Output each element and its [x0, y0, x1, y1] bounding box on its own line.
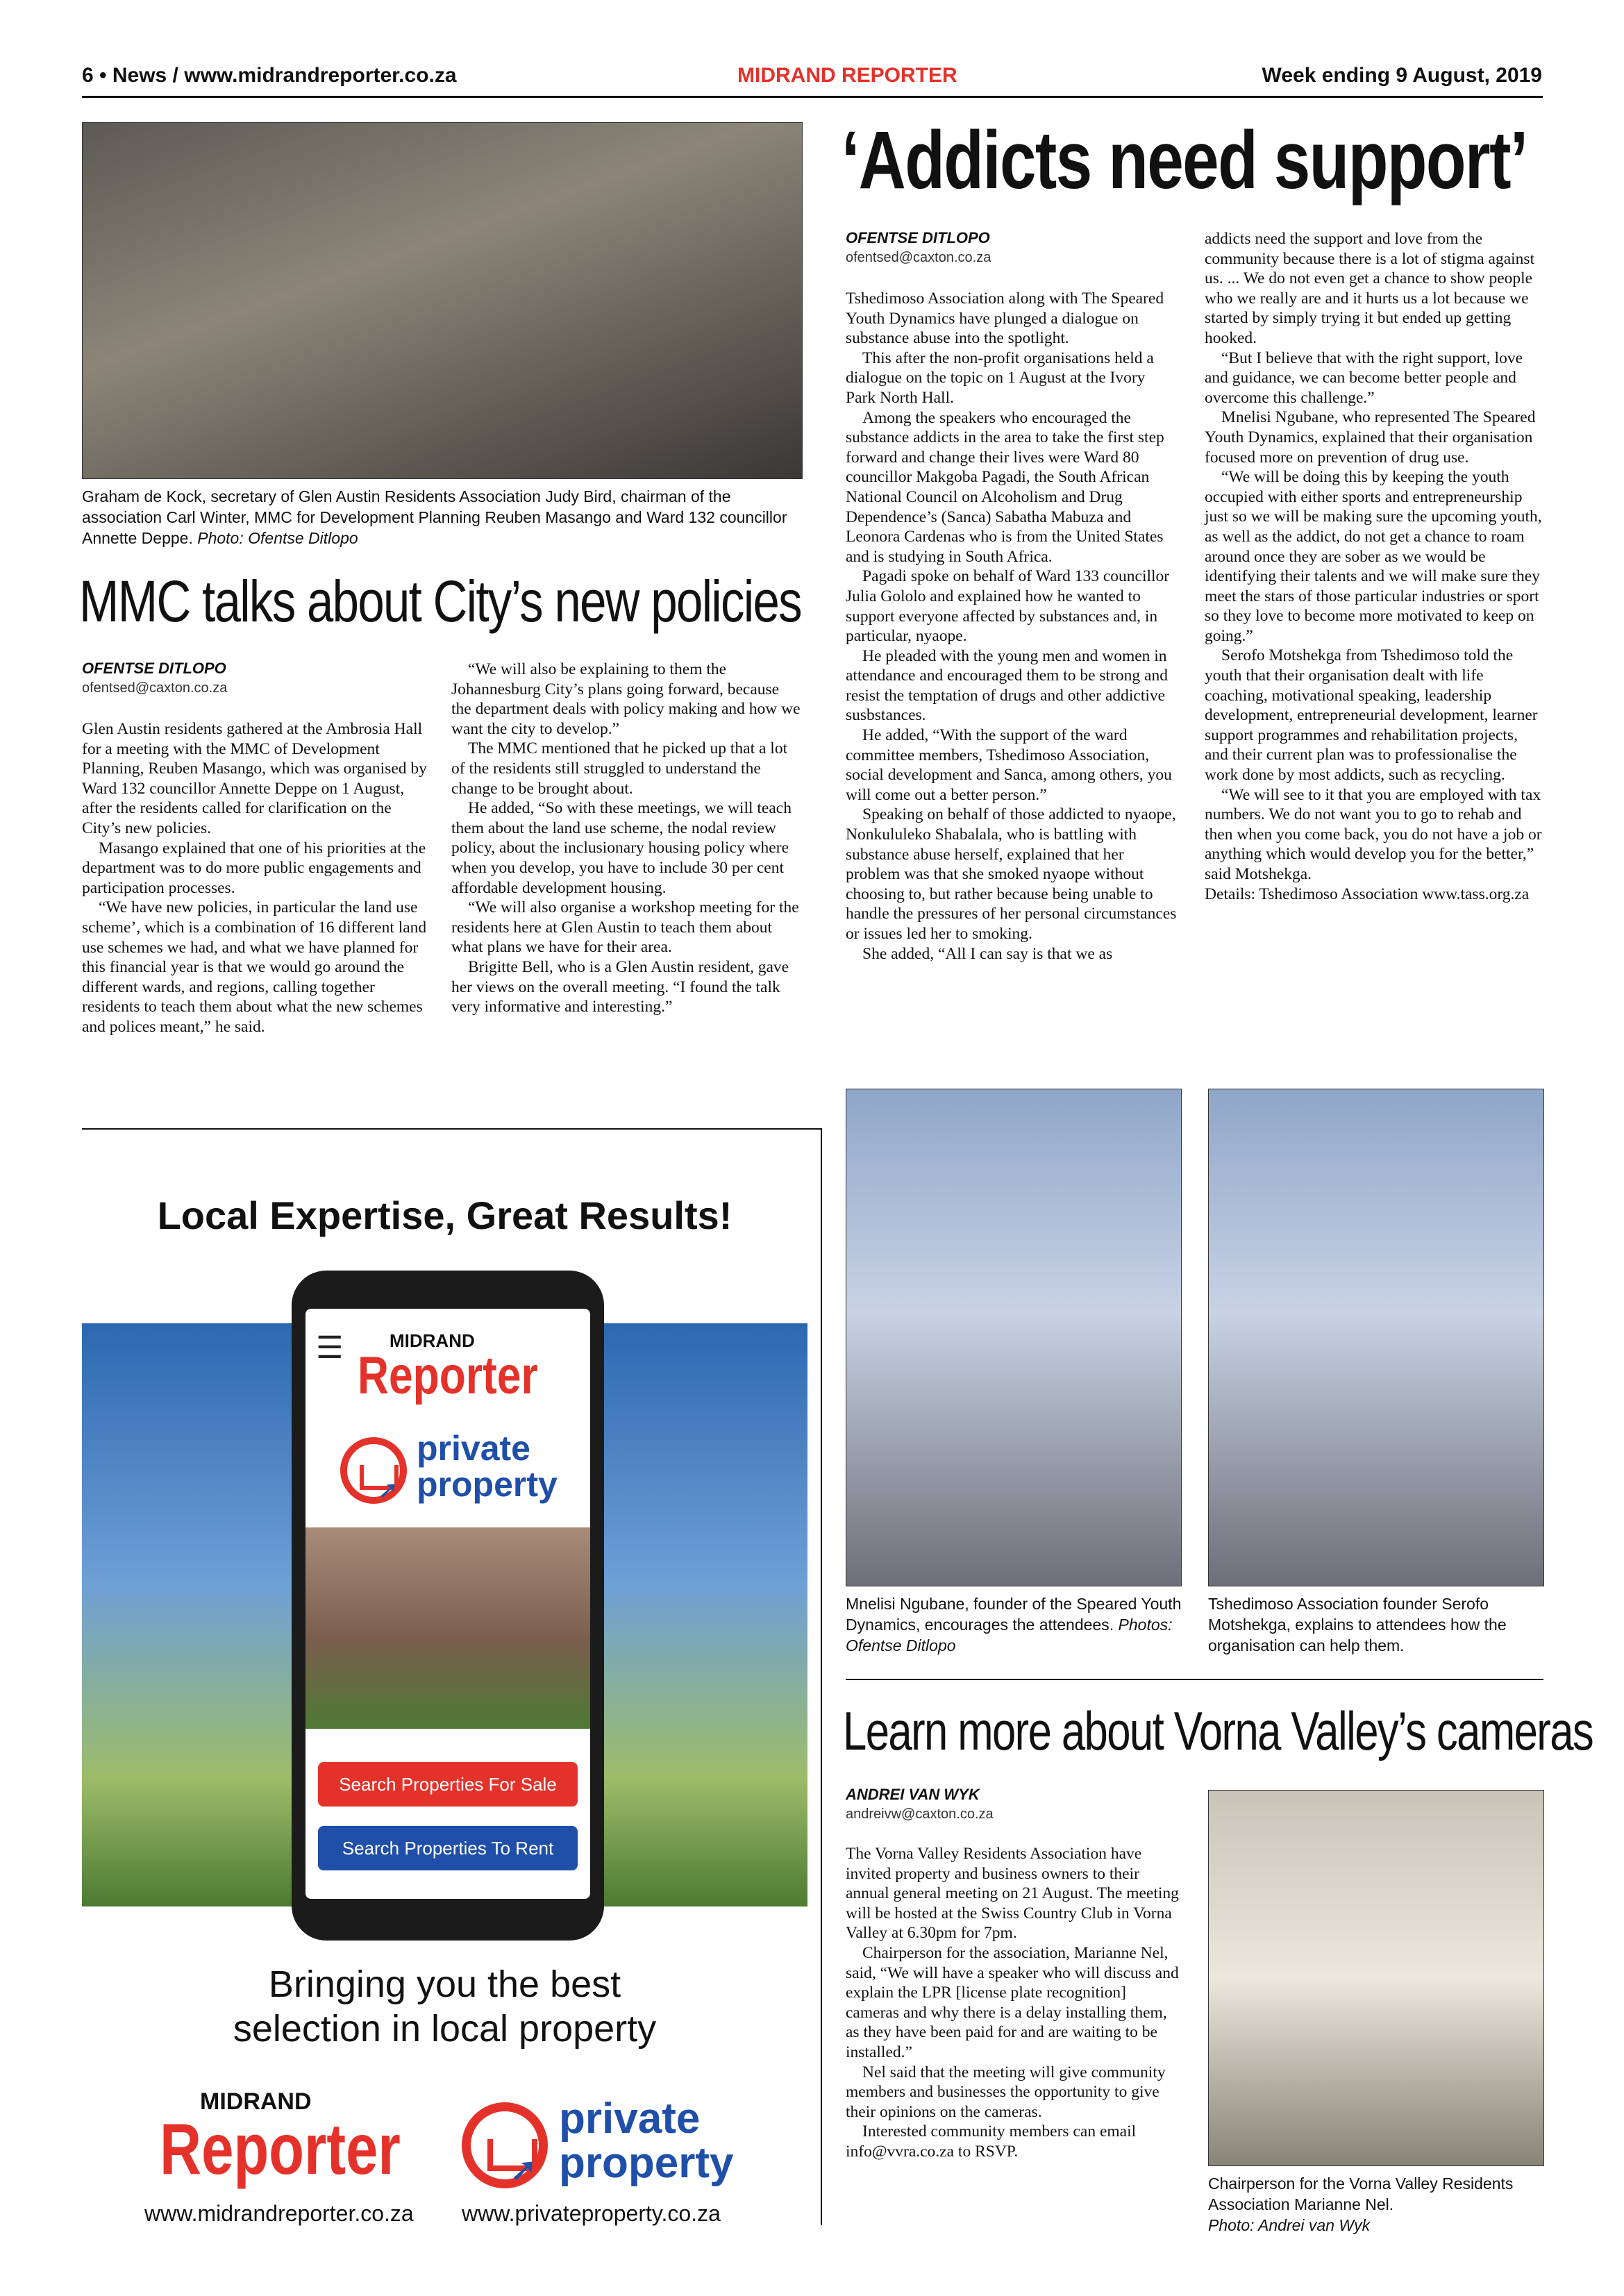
paragraph: He added, “With the support of the ward committee members, Tshedimoso Association, social development and Sanca, among others, you will come out a better person.” — [846, 726, 1172, 804]
vorna-column — [846, 1844, 1179, 2162]
pp-line-1: private — [417, 1429, 530, 1468]
paragraph: She added, “All I can say is that we as — [862, 944, 1113, 963]
photo-credit: Photo: Ofentse Ditlopo — [197, 529, 358, 547]
pp-line-1: private — [559, 2095, 701, 2143]
paragraph: He added, “So with these meetings, we will teach them about the land use scheme, the nodal review policy, about the inclusionary housing policy where when you develop, you have to include 30 per cent affordable development housing. — [451, 799, 792, 897]
logo-main-text: Reporter — [160, 2109, 401, 2190]
paragraph: addicts need the support and love from the community because there is a lot of stigma against us. ... We do not even get a chance to show people who we really are and it hurts us a lot because we started by simply trying it but ended up getting hooked. — [1205, 230, 1535, 347]
paragraph: Pagadi spoke on behalf of Ward 133 councillor Julia Gololo and explained how he wanted to support everyone affected by substances and, in particular, nyaope. — [846, 567, 1170, 646]
reporter-logo-small — [358, 1330, 578, 1405]
paragraph: Glen Austin residents gathered at the Ambrosia Hall for a meeting with the MMC of Development Planning, Reuben Masango, which was organised by Ward 132 councillor Annette Deppe on 1 August, after the residents called for clarification on the City’s new policies. — [82, 720, 427, 837]
mmc-byline: OFENTSE DITLOPO — [82, 660, 226, 677]
tagline-line-1: Bringing you the best — [268, 1963, 621, 2005]
mmc-column-2 — [451, 660, 802, 1017]
phone-house-image — [305, 1527, 590, 1729]
addicts-email: ofentsed@caxton.co.za — [846, 250, 991, 265]
column-rule — [821, 1128, 822, 2225]
caption-text: Mnelisi Ngubane, founder of the Speared Youth Dynamics, encourages the attendees. — [846, 1595, 1182, 1634]
paragraph: “We will see to it that you are employed with tax numbers. We do not want you to go to rehab and then when you come back, you do not have a job or anything which would develop you for the better,” said Motshekga. — [1205, 785, 1542, 883]
logo-top-text: MIDRAND — [390, 1330, 475, 1351]
masthead-name: MIDRAND REPORTER — [737, 64, 957, 87]
section-rule — [846, 1679, 1543, 1680]
paragraph: “We will be doing this by keeping the youth occupied with either sports and entrepreneurship just so we will be making sure the upcoming youth, as well as the addict, do not get a chance to roam around once they are sober as we would be identifying their talents and we will make sure they meet the stars of those particular industries or sport so they love to become more motivated to keep on going.” — [1205, 468, 1542, 645]
addicts-column-1 — [846, 289, 1179, 964]
photo-credit: Photo: Andrei van Wyk — [1208, 2216, 1371, 2234]
paragraph: Masango explained that one of his priorities at the department was to do more public engagements and participation processes. — [82, 839, 426, 897]
addicts-headline: ‘Addicts need support’ — [842, 115, 1527, 206]
logo-top-text: MIDRAND — [200, 2088, 312, 2115]
paragraph: Brigitte Bell, who is a Glen Austin resident, gave her views on the overall meeting. “I found the talk very informative and interesting.” — [451, 957, 789, 1016]
tagline-line-2: selection in local property — [233, 2008, 657, 2050]
paragraph: “We have new policies, in particular the land use scheme’, which is a combination of 16 different land use schemes we had, and what we have planned for this financial year is that we would go around the different wards, and regions, calling together residents to teach them about what the new schemes and polices meant,” he said. — [82, 898, 427, 1036]
search-for-sale-button[interactable]: Search Properties For Sale — [318, 1762, 578, 1807]
ad-title: Local Expertise, Great Results! — [157, 1193, 733, 1237]
paragraph: Interested community members can email info@vvra.co.za to RSVP. — [846, 2122, 1137, 2161]
details-line: Details: Tshedimoso Association www.tass.org.za — [1205, 885, 1530, 903]
issue-date: Week ending 9 August, 2019 — [1262, 64, 1542, 87]
caption-text: Chairperson for the Vorna Valley Residents Association Marianne Nel. — [1208, 2175, 1514, 2213]
section-rule — [82, 1128, 822, 1130]
paragraph: “We will also be explaining to them the Johannesburg City’s plans going forward, because the department deals with policy making and how we want the city to develop.” — [451, 660, 801, 738]
paragraph: The MMC mentioned that he picked up that a lot of the residents still struggled to understand the change to be brought about. — [451, 739, 788, 798]
vorna-email: andreivw@caxton.co.za — [846, 1807, 994, 1822]
speaker-photo-ngubane — [846, 1089, 1182, 1586]
pp-line-2: property — [417, 1465, 558, 1504]
speaker-caption-ngubane — [846, 1593, 1182, 1656]
paragraph: This after the non-profit organisations held a dialogue on the topic on 1 August at the Ivory Park North Hall. — [846, 349, 1154, 407]
private-property-logo-large — [462, 2097, 767, 2194]
paragraph: Serofo Motshekga from Tshedimoso told the youth that their organisation dealt with life coaching, motivational speaking, leadership development, entrepreneurial development, learner support programmes and rehabilitation projects, and their current plan was to professionalise the work done by most addicts, such as recycling. — [1205, 646, 1538, 785]
page-folio: 6 • News / www.midrandreporter.co.za — [82, 64, 457, 87]
ad-tagline — [82, 1962, 807, 2051]
vorna-byline: ANDREI VAN WYK — [846, 1786, 980, 1803]
group-photo-caption — [82, 486, 804, 548]
addicts-byline: OFENTSE DITLOPO — [846, 229, 990, 246]
paragraph: Mnelisi Ngubane, who represented The Speared Youth Dynamics, explained that their organisation focused more on prevention of drug use. — [1205, 408, 1536, 467]
paragraph: Among the speakers who encouraged the substance addicts in the area to take the first step forward and change their lives were Ward 80 councillor Makgoba Pagadi, the South African National Council on Alcoholism and Drug Dependence’s (Sanca) Sabatha Mabuza and Leonora Cardenas who is from the United States and is studying in South Africa. — [846, 408, 1164, 566]
search-to-rent-button[interactable]: Search Properties To Rent — [318, 1826, 578, 1870]
logo-main-text: Reporter — [358, 1346, 538, 1405]
paragraph: “But I believe that with the right support, love and guidance, we can become better people and overcome this challenge.” — [1205, 349, 1523, 407]
paragraph: “We will also organise a workshop meeting for the residents here at Glen Austin to teach them about what plans we have for their area. — [451, 898, 799, 957]
addicts-column-2 — [1205, 229, 1543, 904]
pp-line-2: property — [559, 2139, 734, 2187]
home-cursor-icon: ➚ — [340, 1437, 407, 1504]
vorna-headline: Learn more about Vorna Valley’s cameras — [843, 1700, 1593, 1761]
home-cursor-icon: ➚ — [462, 2102, 548, 2188]
menu-icon[interactable]: ☰ — [316, 1331, 344, 1365]
portrait-photo-nel — [1208, 1790, 1544, 2166]
speaker-caption-motshekga: Tshedimoso Association founder Serofo Motshekga, explains to attendees how the organisation can help them. — [1208, 1595, 1507, 1654]
paragraph: He pleaded with the young men and women in attendance and encouraged them to be strong and resist the temptation of drugs and other addictive susbstances. — [846, 646, 1168, 725]
reporter-logo-large — [160, 2088, 460, 2190]
paragraph: Speaking on behalf of those addicted to nyaope, Nonkululeko Shabalala, who is battling with substance abuse herself, explained that her problem was that she smoked nyaope without choosing to, but rather because being unable to handle the pressures of her personal circumstances or issues led her to smoking. — [846, 805, 1177, 943]
mmc-email: ofentsed@caxton.co.za — [82, 680, 228, 696]
paragraph: Chairperson for the association, Marianne Nel, said, “We will have a speaker who will discuss and explain the LPR [license plate recognition] cameras and why there is a delay installing them, as they have been paid for and are waiting to be installed.” — [846, 1943, 1179, 2061]
paragraph: The Vorna Valley Residents Association have invited property and business owners to their annual general meeting on 21 August. The meeting will be hosted at the Swiss Country Club in Vorna Valley at 6.30pm for 7pm. — [846, 1845, 1179, 1943]
caption-text: Graham de Kock, secretary of Glen Austin Residents Association Judy Bird, chairman of the association Carl Winter, MMC for Development Planning Reuben Masango and Ward 132 councillor Annette Deppe. — [82, 487, 787, 547]
mmc-headline: MMC talks about City’s new policies — [79, 569, 801, 634]
header-rule — [82, 96, 1543, 98]
private-property-logo — [340, 1430, 576, 1514]
mmc-column-1 — [82, 719, 429, 1037]
paragraph: Nel said that the meeting will give community members and businesses the opportunity to give their opinions on the cameras. — [846, 2063, 1166, 2121]
midrand-reporter-url[interactable]: www.midrandreporter.co.za — [144, 2201, 414, 2226]
group-photo — [82, 122, 803, 479]
speaker-photo-motshekga — [1208, 1089, 1544, 1586]
private-property-url[interactable]: www.privateproperty.co.za — [462, 2201, 721, 2226]
paragraph: Tshedimoso Association along with The Speared Youth Dynamics have plunged a dialogue on substance abuse into the spotlight. — [846, 290, 1164, 348]
portrait-caption-nel — [1208, 2173, 1545, 2236]
photo-credit: Photos: Ofentse Ditlopo — [846, 1616, 1173, 1654]
